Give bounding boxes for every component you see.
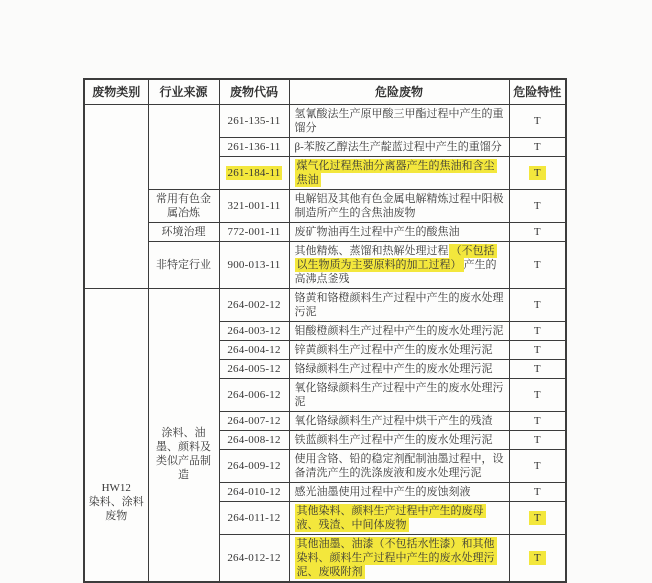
waste-code-cell <box>219 431 289 450</box>
waste-description: 煤气化过程焦油分离器产生的焦油和含尘焦油 <box>296 160 495 186</box>
waste-description-cell <box>289 138 509 157</box>
hazard-trait: T <box>529 551 546 565</box>
header-industry: 行业来源 <box>148 79 219 105</box>
waste-code-cell <box>219 450 289 483</box>
waste-description: 氧化铬绿颜料生产过程中产生的废水处理污泥 <box>294 382 504 408</box>
waste-code-cell <box>219 502 289 535</box>
header-row <box>84 79 566 105</box>
category-id: HW12 <box>101 482 131 494</box>
waste-description: 其他精炼、蒸馏和热解处理过程 <box>294 245 449 257</box>
table-row <box>84 223 566 242</box>
hazard-trait-cell <box>509 450 566 483</box>
hazardous-waste-table <box>83 78 567 583</box>
waste-code-cell <box>219 157 289 190</box>
category-cell-blank <box>84 105 148 289</box>
waste-code-cell <box>219 341 289 360</box>
hazard-trait: T <box>529 511 546 525</box>
waste-description: 电解铝及其他有色金属电解精炼过程中阳极制造所产生的含焦油废物 <box>294 193 504 219</box>
waste-code: 264-007-12 <box>227 415 281 427</box>
waste-code: 261-184-11 <box>227 167 281 179</box>
hazard-trait: T <box>533 415 541 427</box>
waste-code-cell <box>219 190 289 223</box>
industry-cell <box>148 242 219 289</box>
waste-code: 900-013-11 <box>227 259 281 271</box>
hazard-trait: T <box>533 389 541 401</box>
waste-description: 氧化铬绿颜料生产过程中烘干产生的残渣 <box>294 415 493 427</box>
industry-label: 常用有色金属冶炼 <box>156 193 211 219</box>
waste-code-cell <box>219 223 289 242</box>
industry-cell <box>148 223 219 242</box>
waste-description-cell <box>289 502 509 535</box>
category-cell-hw12 <box>84 289 148 583</box>
waste-description: 锌黄颜料生产过程中产生的废水处理污泥 <box>294 344 493 356</box>
waste-description-cell <box>289 379 509 412</box>
hazard-trait: T <box>533 141 541 153</box>
waste-description-cell <box>289 157 509 190</box>
hazard-trait-cell <box>509 483 566 502</box>
table-row <box>84 105 566 138</box>
waste-code: 264-006-12 <box>227 389 281 401</box>
hazard-trait-cell <box>509 157 566 190</box>
waste-description-cell <box>289 289 509 322</box>
waste-description-cell <box>289 242 509 289</box>
table-row-partial-highlight <box>84 242 566 289</box>
waste-description: 使用含铬、铅的稳定剂配制油墨过程中，设备清洗产生的洗涤废液和废水处理污泥 <box>294 453 504 479</box>
hazard-trait-cell <box>509 379 566 412</box>
industry-cell-blank <box>148 105 219 190</box>
waste-code-cell <box>219 289 289 322</box>
waste-description-cell <box>289 412 509 431</box>
hazard-trait: T <box>533 259 541 271</box>
waste-description: 铁蓝颜料生产过程中产生的废水处理污泥 <box>294 434 493 446</box>
waste-description: 产生的高沸点釜残 <box>294 259 497 285</box>
hazard-trait: T <box>533 486 541 498</box>
waste-code: 772-001-11 <box>227 226 281 238</box>
waste-code-cell <box>219 360 289 379</box>
waste-description-cell <box>289 450 509 483</box>
hazard-trait-cell <box>509 412 566 431</box>
industry-cell <box>148 190 219 223</box>
waste-description: 钼酸橙颜料生产过程中产生的废水处理污泥 <box>294 325 504 337</box>
waste-description: 氢氰酸法生产原甲酸三甲酯过程中产生的重馏分 <box>294 108 504 134</box>
industry-label: 环境治理 <box>161 226 206 238</box>
hazard-trait: T <box>533 325 541 337</box>
header-waste: 危险废物 <box>289 79 509 105</box>
hazard-trait: T <box>533 115 541 127</box>
header-trait: 危险特性 <box>509 79 566 105</box>
hazard-trait-cell <box>509 190 566 223</box>
hazard-trait-cell <box>509 289 566 322</box>
waste-description: 其他油墨、油漆（不包括水性漆）和其他染料、颜料生产过程中产生的废水处理污泥、废吸附剂 <box>296 538 495 578</box>
hazard-trait-cell <box>509 431 566 450</box>
waste-code: 264-009-12 <box>227 460 281 472</box>
hazard-trait: T <box>533 460 541 472</box>
waste-code-cell <box>219 242 289 289</box>
industry-label: 非特定行业 <box>156 259 211 271</box>
waste-code: 261-136-11 <box>227 141 281 153</box>
hazard-trait: T <box>533 363 541 375</box>
waste-description-cell <box>289 322 509 341</box>
waste-description-cell <box>289 223 509 242</box>
waste-description-cell <box>289 360 509 379</box>
table-row <box>84 289 566 322</box>
hazard-trait: T <box>533 200 541 212</box>
hazard-trait: T <box>533 434 541 446</box>
waste-description: β-苯胺乙醇法生产靛蓝过程中产生的重馏分 <box>294 141 502 153</box>
category-name: 染料、涂料废物 <box>88 496 144 522</box>
waste-description-cell <box>289 341 509 360</box>
waste-code: 264-002-12 <box>227 299 281 311</box>
waste-description-cell <box>289 190 509 223</box>
waste-description-cell <box>289 105 509 138</box>
hazard-trait-cell <box>509 535 566 583</box>
hazard-trait-cell <box>509 242 566 289</box>
waste-code: 264-003-12 <box>227 325 281 337</box>
waste-code-cell <box>219 535 289 583</box>
hazard-trait: T <box>529 166 546 180</box>
hazard-trait-cell <box>509 105 566 138</box>
waste-code: 264-008-12 <box>227 434 281 446</box>
hazard-trait: T <box>533 299 541 311</box>
waste-description-cell <box>289 535 509 583</box>
waste-code: 264-012-12 <box>227 552 281 564</box>
waste-description-highlight: （不包括以生物质为主要原料的加工过程） <box>296 245 495 271</box>
hazard-trait-cell <box>509 223 566 242</box>
hazard-trait: T <box>533 344 541 356</box>
waste-description: 其他染料、颜料生产过程中产生的废母液、残渣、中间体废物 <box>296 505 484 531</box>
hazard-trait-cell <box>509 322 566 341</box>
waste-code-cell <box>219 322 289 341</box>
waste-code: 264-011-12 <box>227 512 281 524</box>
header-code: 废物代码 <box>219 79 289 105</box>
hazard-trait: T <box>533 226 541 238</box>
hazard-trait-cell <box>509 502 566 535</box>
waste-code-cell <box>219 412 289 431</box>
hazard-trait-cell <box>509 360 566 379</box>
waste-code: 264-010-12 <box>227 486 281 498</box>
waste-code: 264-004-12 <box>227 344 281 356</box>
waste-description-cell <box>289 431 509 450</box>
industry-label: 涂料、油墨、颜料及类似产品制造 <box>156 427 211 481</box>
waste-code-cell <box>219 105 289 138</box>
waste-description: 感光油墨使用过程中产生的废蚀刻液 <box>294 486 471 498</box>
waste-description: 废矿物油再生过程中产生的酸焦油 <box>294 226 460 238</box>
hazard-trait-cell <box>509 341 566 360</box>
waste-code-cell <box>219 138 289 157</box>
header-category: 废物类别 <box>84 79 148 105</box>
waste-code: 261-135-11 <box>227 115 281 127</box>
waste-code-cell <box>219 483 289 502</box>
waste-description-cell <box>289 483 509 502</box>
hazard-trait-cell <box>509 138 566 157</box>
waste-code: 264-005-12 <box>227 363 281 375</box>
waste-code: 321-001-11 <box>227 200 281 212</box>
table-row <box>84 190 566 223</box>
waste-description: 铬黄和铬橙颜料生产过程中产生的废水处理污泥 <box>294 292 504 318</box>
waste-code-cell <box>219 379 289 412</box>
industry-cell-paint <box>148 289 219 583</box>
waste-description: 铬绿颜料生产过程中产生的废水处理污泥 <box>294 363 493 375</box>
